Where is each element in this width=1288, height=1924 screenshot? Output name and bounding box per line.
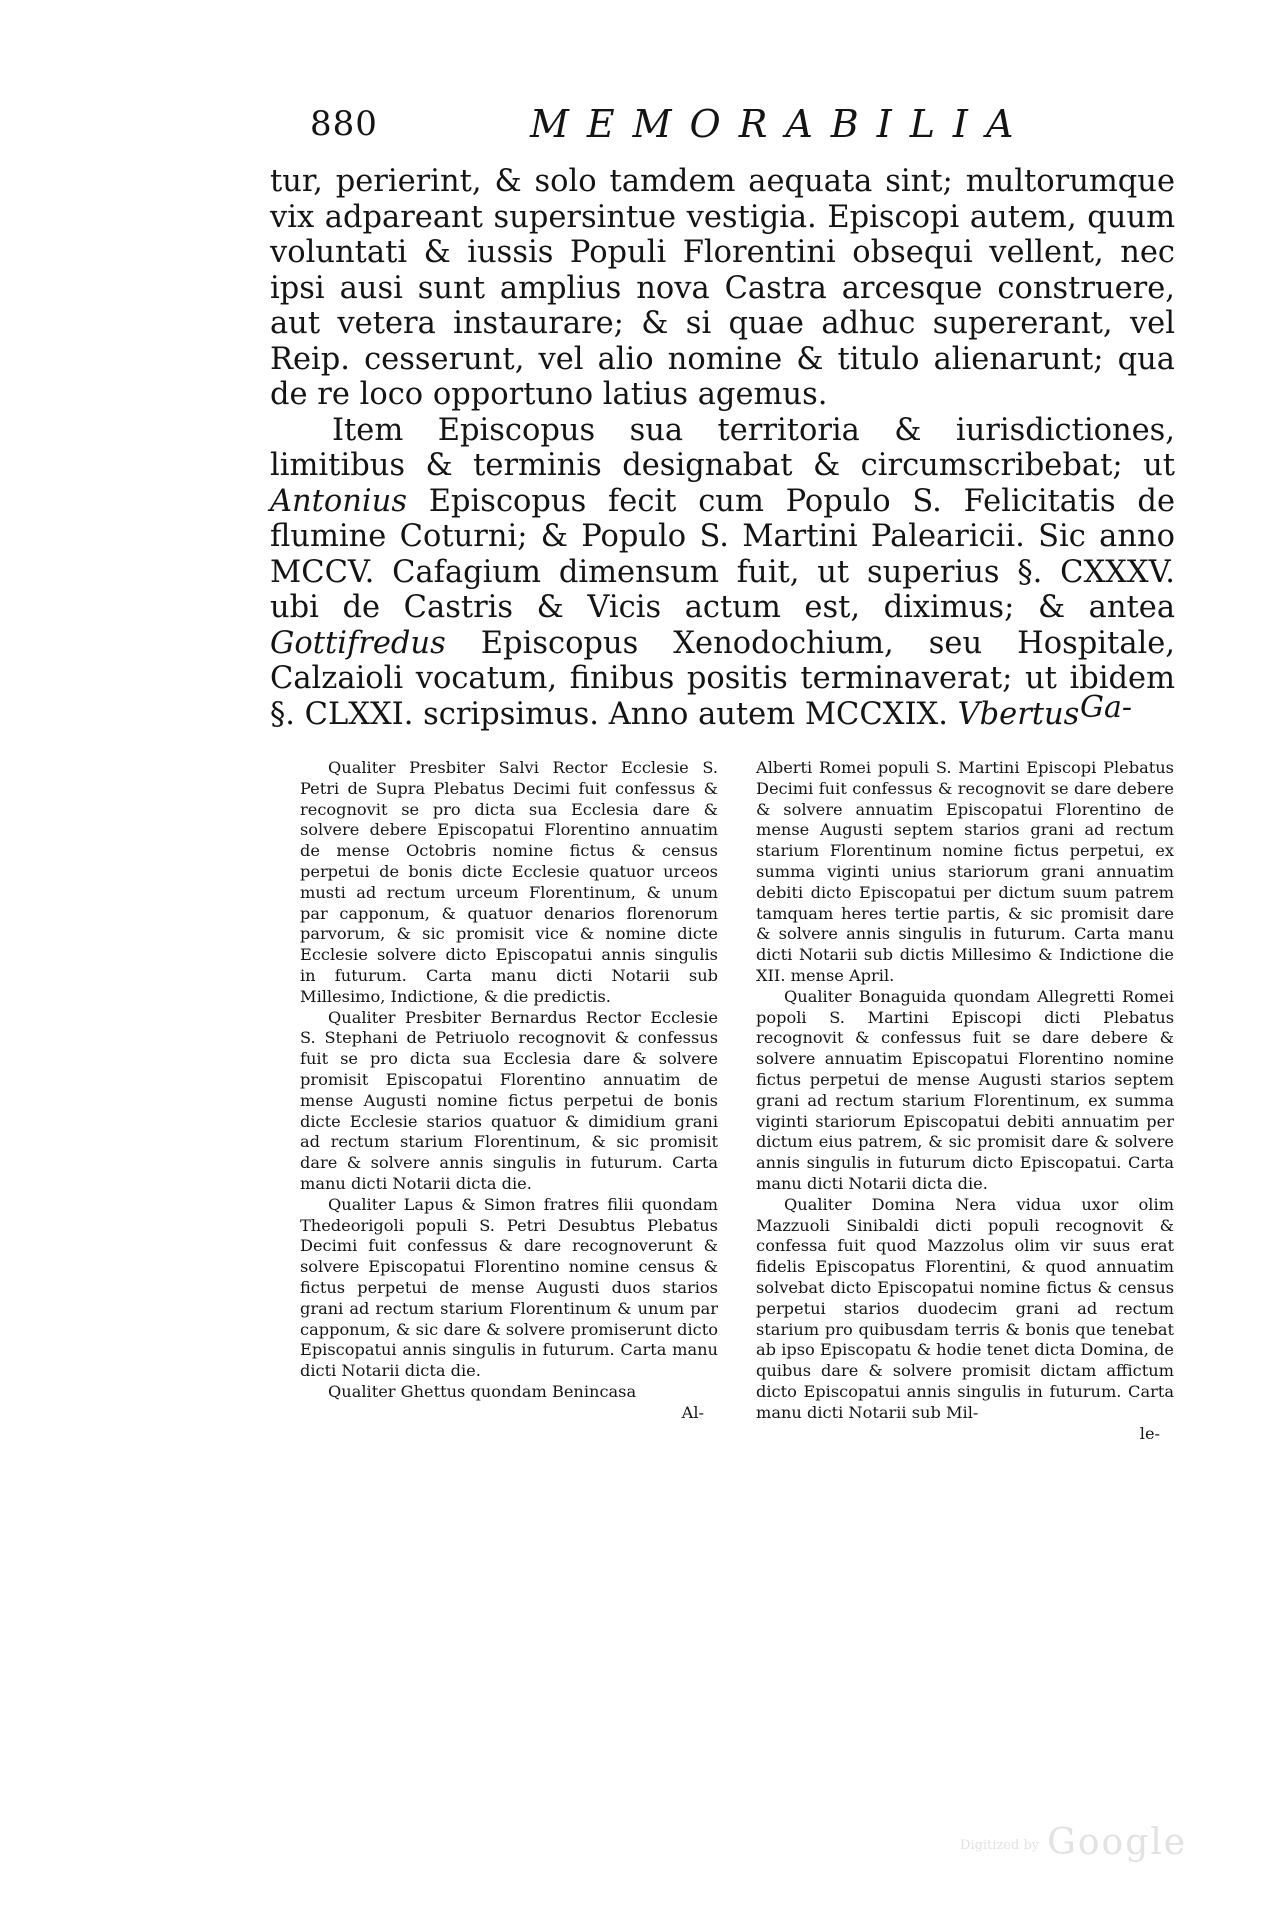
footnote-entry: Qualiter Bonaguida quondam Allegretti Romei popoli S. Martini Episcopi dicti Plebatus recognovit & confessus fuit se dare debere & solvere annuatim Episcopatui Florentino nomine fictus perpetui de mense Augusti starios septem grani ad rectum starium Florentinum, ex summa viginti stariorum Episcopatui debiti annuatim per dictum eius patrem, & sic promisit dare & solvere annis singulis in futurum dicto Episcopatui. Carta manu dicti Notarii dicta die. <box>756 986 1174 1193</box>
main-paragraph-2-text-c: Episcopus Xenodochium, seu Hospitale, Calzaioli vocatum, finibus positis terminaverat; ut ibidem §. CLXXI. scripsimus. Anno autem MCCXIX. <box>270 625 1175 732</box>
italic-name-vbertus: Vbertus <box>957 696 1080 732</box>
footnote-column-right <box>756 758 1174 1444</box>
footnote-column-left <box>300 758 718 1444</box>
italic-name-antonius: Antonius <box>270 483 407 519</box>
footnote-entry: Qualiter Ghettus quondam Benincasa <box>328 1381 637 1401</box>
footnote-entry: Qualiter Presbiter Bernardus Rector Ecclesie S. Stephani de Petriuolo recognovit & confessus fuit se pro dicta sua Ecclesia dare & solvere promisit Episcopatui Florentino annuatim de mense Augusti nomine fictus perpetui de bonis dicte Ecclesie starios quatuor & dimidium grani ad rectum starium Florentinum, & sic promisit dare & solvere annis singulis in futurum. Carta manu dicti Notarii dicta die. <box>300 1007 718 1193</box>
main-paragraph-2-text-b: Episcopus fecit cum Populo S. Felicitatis de flumine Coturni; & Populo S. Martini Palearicii. Sic anno MCCV. Cafagium dimensum fuit, ut superius §. CXXXV. ubi de Castris & Vicis actum est, diximus; & antea <box>270 483 1175 625</box>
footnote-entry: Alberti Romei populi S. Martini Episcopi Plebatus Decimi fuit confessus & recognovit se dare debere & solvere annuatim Episcopatui Florentino de mense Augusti septem starios grani ad rectum starium Florentinum nomine fictus perpetui, ex summa viginti unius stariorum grani annuatim debiti dicto Episcopatui per dictum suum patrem tamquam heres tertie partis, & sic promisit dare & solvere annis singulis in futurum. Carta manu dicti Notarii sub dictis Millesimo & Indictione die XII. mense April. <box>756 758 1174 985</box>
main-paragraph-1: tur, perierint, & solo tamdem aequata sint; multorumque vix adpareant supersintue vestigia. Episcopi autem, quum voluntati & iussis Populi Florentini obsequi vellent, nec ipsi ausi sunt amplius nova Castra arcesque construere, aut vetera instaurare; & si quae adhuc supererant, vel Reip. cesserunt, vel alio nomine & titulo alienarunt; qua de re loco opportuno latius agemus. <box>270 164 1175 412</box>
italic-name-gottifredus: Gottifredus <box>270 625 446 661</box>
main-paragraph-2-text-a: Item Episcopus sua territoria & iurisdictiones, limitibus & terminis designabat & circumscribebat; ut <box>270 412 1175 483</box>
running-title: MEMORABILIA <box>530 102 1032 146</box>
footnote-entry: Qualiter Lapus & Simon fratres filii quondam Thedeorigoli populi S. Petri Desubtus Plebatus Decimi fuit confessus & dare recognoverunt & solvere Episcopatui Florentino nomine census & fictus perpetui de mense Augusti duos starios grani ad rectum starium Florentinum & unum par capponum, & sic dare & solvere promiserunt dicto Episcopatui annis singulis in futurum. Carta manu dicti Notarii dicta die. <box>300 1194 718 1381</box>
digitization-watermark <box>960 1822 1187 1863</box>
watermark-caption: Digitized by <box>960 1837 1040 1853</box>
footnote-entry: Qualiter Domina Nera vidua uxor olim Mazzuoli Sinibaldi dicti populi recognovit & confessa fuit quod Mazzolus olim vir suus erat fidelis Episcopatus Florentini, & quod annuatim solvebat dicto Episcopatui nomine fictus & census perpetui starios duodecim grani ad rectum starium pro quibusdam terris & bonis que tenebat ab ipso Episcopatu & hodie tenet dicta Domina, de quibus dare & solvere promisit dictam affictum dicto Episcopatui annis singulis in futurum. Carta manu dicti Notarii sub Mil- <box>756 1194 1174 1422</box>
page-header <box>310 100 1170 160</box>
footnotes <box>300 758 1175 1444</box>
main-paragraph-2 <box>270 413 1175 733</box>
main-text <box>270 164 1175 732</box>
watermark-logo: Google <box>1047 1822 1188 1863</box>
catchword-main: Ga- <box>1080 690 1132 725</box>
page-number: 880 <box>310 104 378 144</box>
catchword-left: Al- <box>681 1402 704 1422</box>
catchword-right: le- <box>1139 1423 1160 1443</box>
footnote-entry: Qualiter Presbiter Salvi Rector Ecclesie S. Petri de Supra Plebatus Decimi fuit confessus & recognovit se pro dicta sua Ecclesia dare & solvere debere Episcopatui Florentino annuatim de mense Octobris nomine fictus & census perpetui de bonis dicte Ecclesie quatuor urceos musti ad rectum urceum Florentinum, & unum par capponum, & quatuor denarios florenorum parvorum, & sic promisit vice & nomine dicte Ecclesie solvere dicto Episcopatui annis singulis in futurum. Carta manu dicti Notarii sub Millesimo, Indictione, & die predictis. <box>300 758 718 1006</box>
